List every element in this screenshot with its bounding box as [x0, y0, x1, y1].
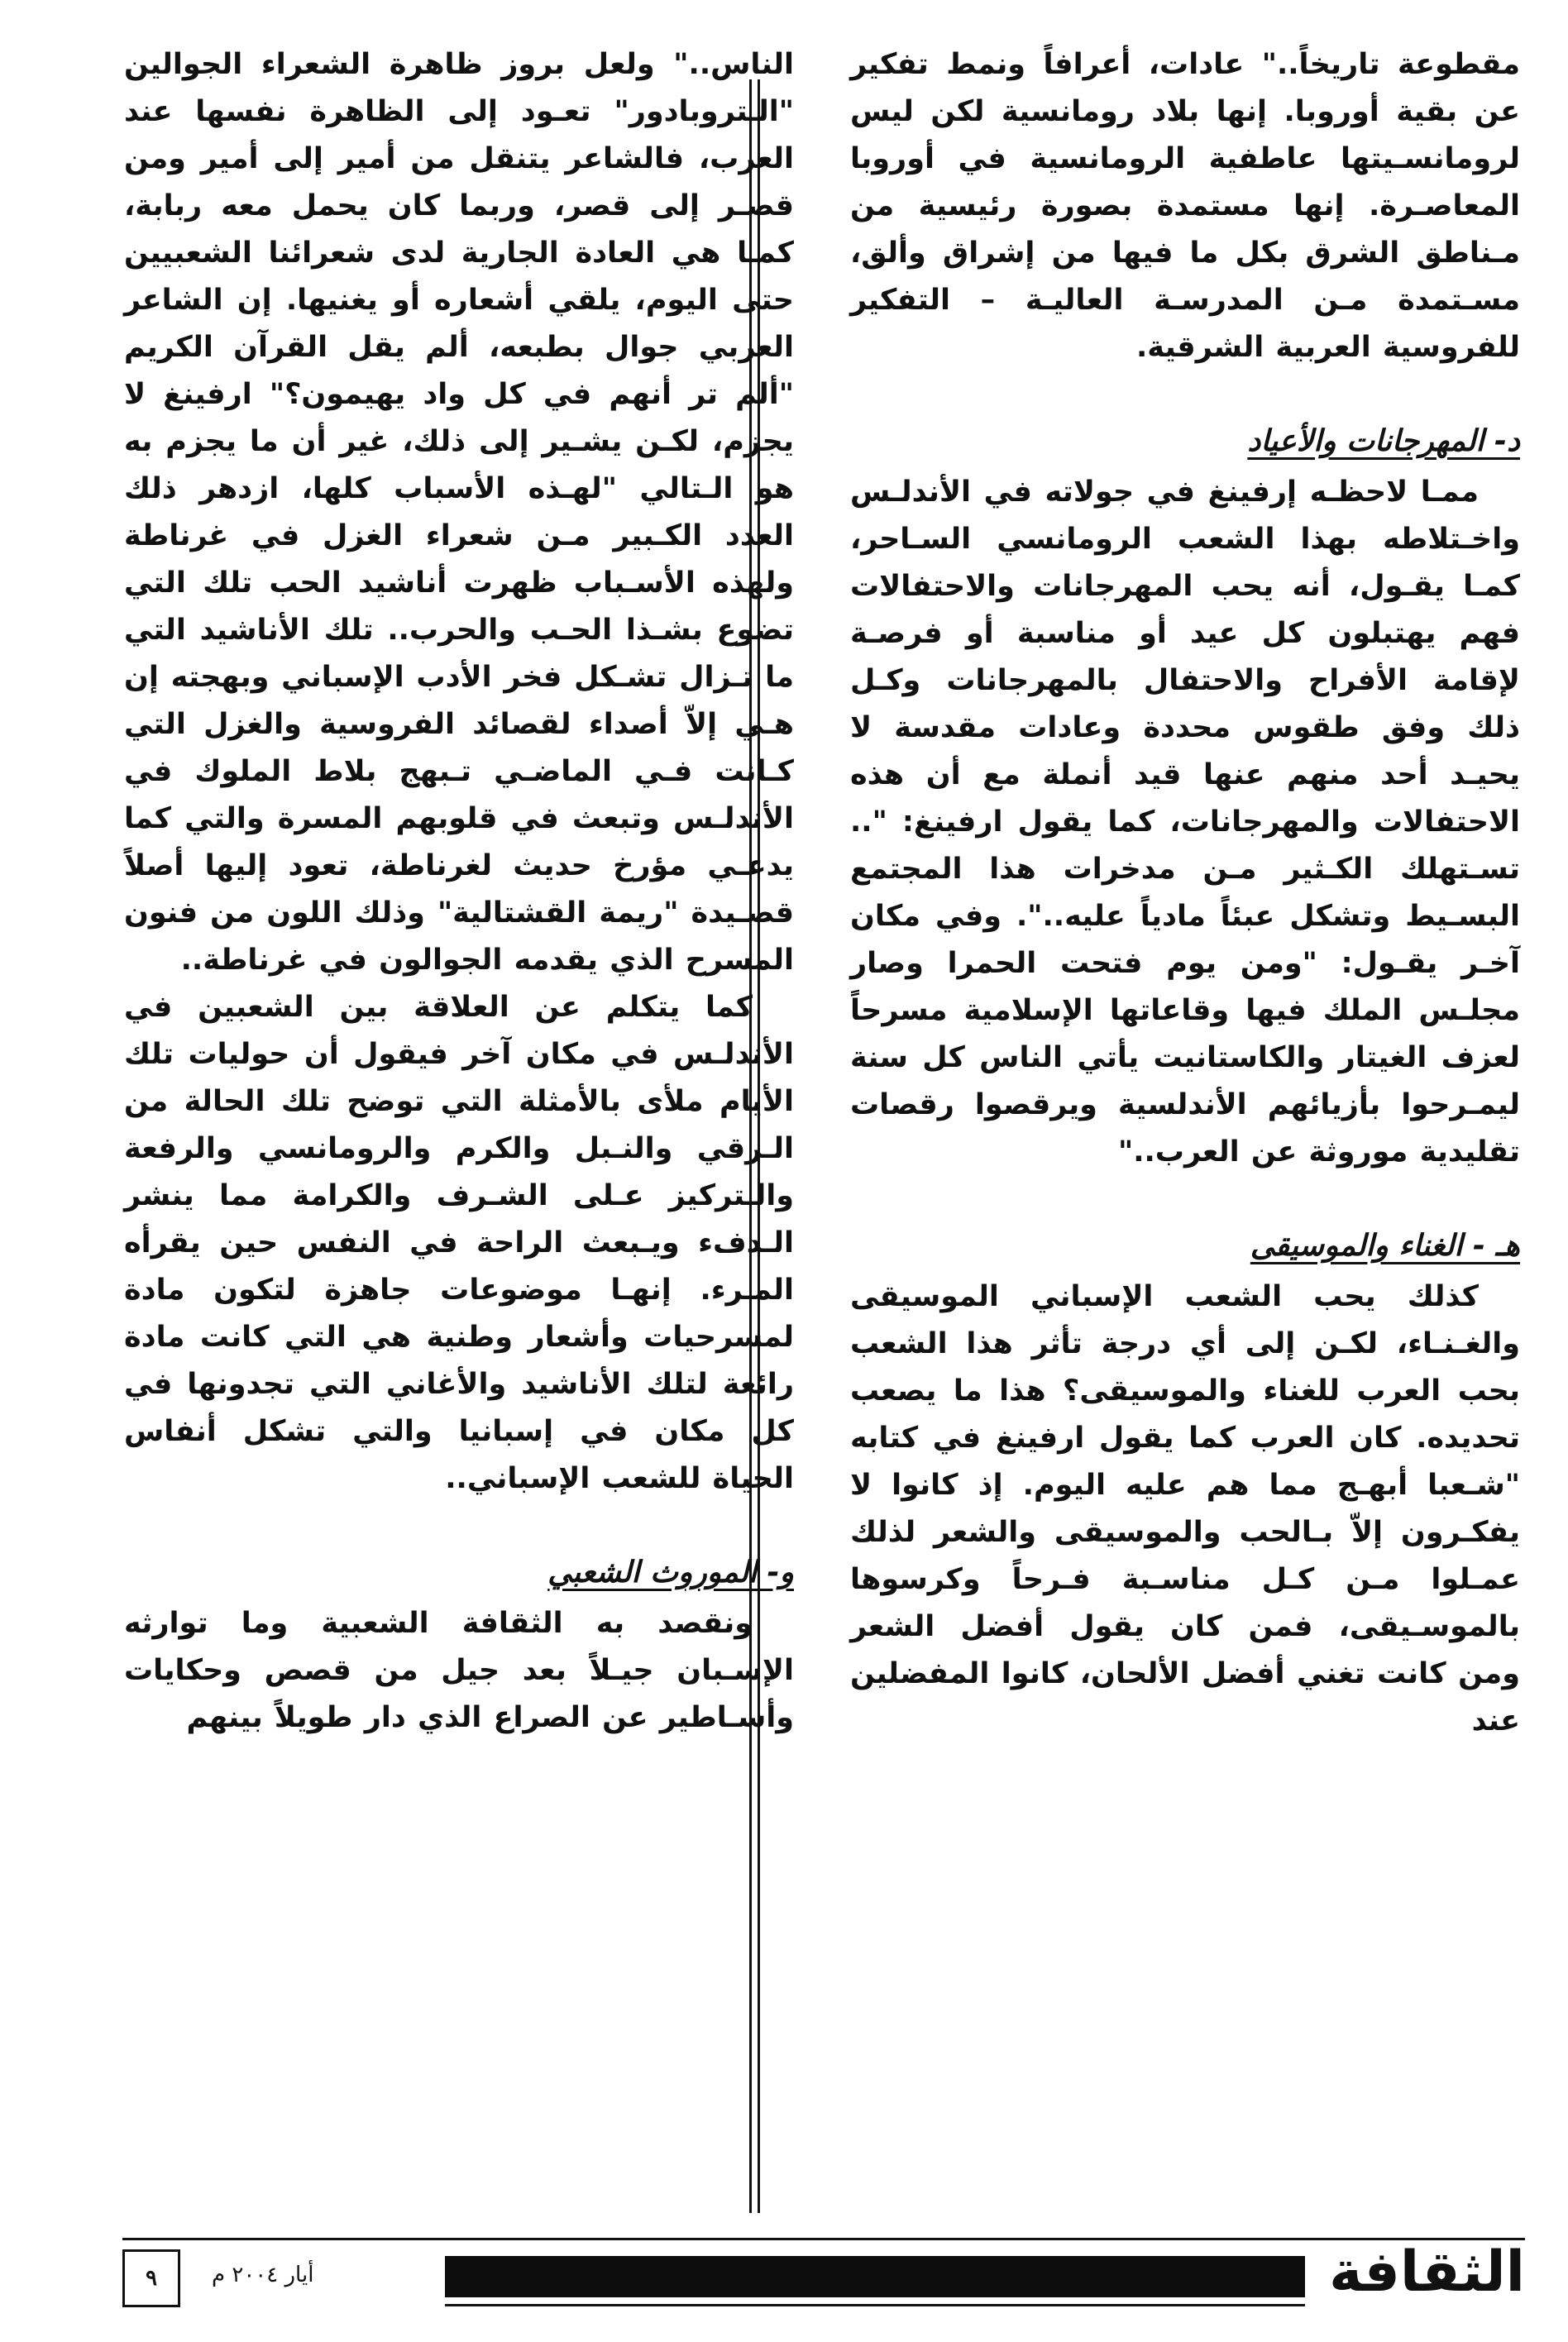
- right-column-paragraph-2: ممـا لاحظـه إرفينغ في جولاته في الأندلـس واخـتلاطه بهذا الشعب الرومانسي السـاحر، كمـا يقـول، أنه يحب المهرجانات والاحتفالات فهم يهتبلون كل عيد أو مناسبة أو فرصـة لإقامة الأفراح والاحتفال بالمهرجانات وكـل ذلك وفق طقوس محددة وعادات مقدسة لا يحيـد أحد منهم عنها قيد أنملة مع أن هذه الاحتفالات والمهرجانات، كما يقول ارفينغ: ".. تسـتهلك الكـثير مـن مدخرات هذا المجتمع البسـيط وتشكل عبئاً مادياً عليه..". وفي مكان آخـر يقـول: "ومن يوم فتحت الحمرا وصار مجلـس الملك فيها وقاعاتها الإسلامية مسرحاً لعزف الغيتار والكاستانيت يأتي الناس كل سنة ليمـرحوا بأزيائهم الأندلسية ويرقصوا رقصات تقليدية موروثة عن العرب..": [850, 476, 1520, 1169]
- right-column-paragraph-3: كذلك يحب الشعب الإسباني الموسيقى والغـنـاء، لكـن إلى أي درجة تأثر هذا الشعب بحب العرب للغناء والموسيقى؟ هذا ما يصعب تحديده. كان العرب كما يقول ارفينغ في كتابه "شـعبا أبهـج مما هم عليه اليوم. إذ كانوا لا يفكـرون إلاّ بـالحب والموسيقى والشعر لذلك عمـلوا مـن كـل مناسـبة فـرحاً وكرسوها بالموسـيقى، فمن كان يقول أفضل الشعر ومن كانت تغني أفضل الألحان، كانوا المفضلين عند: [850, 1280, 1520, 1737]
- section-heading-folklore: و- الموروث الشعبي: [547, 1556, 794, 1589]
- footer-divider: [445, 2304, 1305, 2306]
- right-column-paragraph-1: مقطوعة تاريخاً.." عادات، أعرافاً ونمط تفكير عن بقية أوروبا. إنها بلاد رومانسية لكن ليس لرومانسـيتها عاطفية الرومانسية في أوروبا المعاصـرة. إنها مستمدة بصورة رئيسية من مـناطق الشرق بكل ما فيها من إشراق وألق، مسـتمدة مـن المدرسـة العاليـة – التفكير للفروسية العربية الشرقية.: [850, 48, 1520, 364]
- section-heading-festivals: د- المهرجانات والأعياد: [1247, 424, 1520, 458]
- left-column-paragraph-1: الناس.." ولعل بروز ظاهرة الشعراء الجوالين "الـتروبادور" تعـود إلى الظاهرة نفسها عند العرب، فالشاعر يتنقل من أمير إلى أمير ومن قصـر إلى قصر، وربما كان يحمل معه ربابة، كمـا هي العادة الجارية لدى شعرائنا الشعبيين حتى اليوم، يلقي أشعاره أو يغنيها. إن الشاعر العربي جوال بطبعه، ألم يقل القرآن الكريم "ألم تر أنهم في كل واد يهيمون؟" ارفينغ لا يجزم، لكـن يشـير إلى ذلك، غير أن ما يجزم به هو الـتالي "لهـذه الأسباب كلها، ازدهر ذلك العدد الكـبير مـن شعراء الغزل في غرناطة ولهذه الأسـباب ظهرت أناشيد الحب تلك التي تضوع بشـذا الحـب والحرب.. تلك الأناشيد التي ما تـزال تشـكل فخر الأدب الإسباني وبهجته إن هـي إلاّ أصداء لقصائد الفروسية والغزل التي كـانت فـي الماضـي تـبهج بلاط الملوك في الأندلـس وتبعث في قلوبهم المسرة والتي كما يدعـي مؤرخ حديث لغرناطة، تعود إليها أصلاً قصـيدة "ريمة القشتالية" وذلك اللون من فنون المسرح الذي يقدمه الجوالون في غرناطة..: [124, 48, 794, 977]
- section-heading-music: هـ - الغناء والموسيقى: [1250, 1229, 1520, 1263]
- issue-date: أيار ٢٠٠٤ م: [212, 2263, 314, 2287]
- left-column: [124, 41, 794, 1742]
- left-column-paragraph-3: ونقصد به الثقافة الشعبية وما توارثه الإسـبان جيـلاً بعد جيل من قصص وحكايات وأسـاطير عن الصراع الذي دار طويلاً بينهم: [124, 1607, 794, 1734]
- left-column-paragraph-2: كما يتكلم عن العلاقة بين الشعبين في الأندلـس في مكان آخر فيقول أن حوليات تلك الأيام ملأى بالأمثلة التي توضح تلك الحالة من الـرقي والنـبل والكرم والرومانسي والرفعة والـتركيز عـلى الشـرف والكرامة مما ينشر الـدفء ويـبعث الراحة في النفس حين يقرأه المـرء. إنهـا موضوعات جاهزة لتكون مادة لمسرحيات وأشعار وطنية هي التي كانت مادة رائعة لتلك الأناشيد والأغاني التي تجدونها في كل مكان في إسبانيا والتي تشكل أنفاس الحياة للشعب الإسباني..: [124, 991, 794, 1495]
- footer-divider: [122, 2238, 1525, 2240]
- footer-black-bar: [445, 2256, 1305, 2297]
- magazine-masthead-logo: الثقافة: [1329, 2239, 1525, 2305]
- right-column: [850, 41, 1520, 1745]
- page-footer: [122, 2238, 1525, 2317]
- page-number: ٩: [122, 2249, 180, 2307]
